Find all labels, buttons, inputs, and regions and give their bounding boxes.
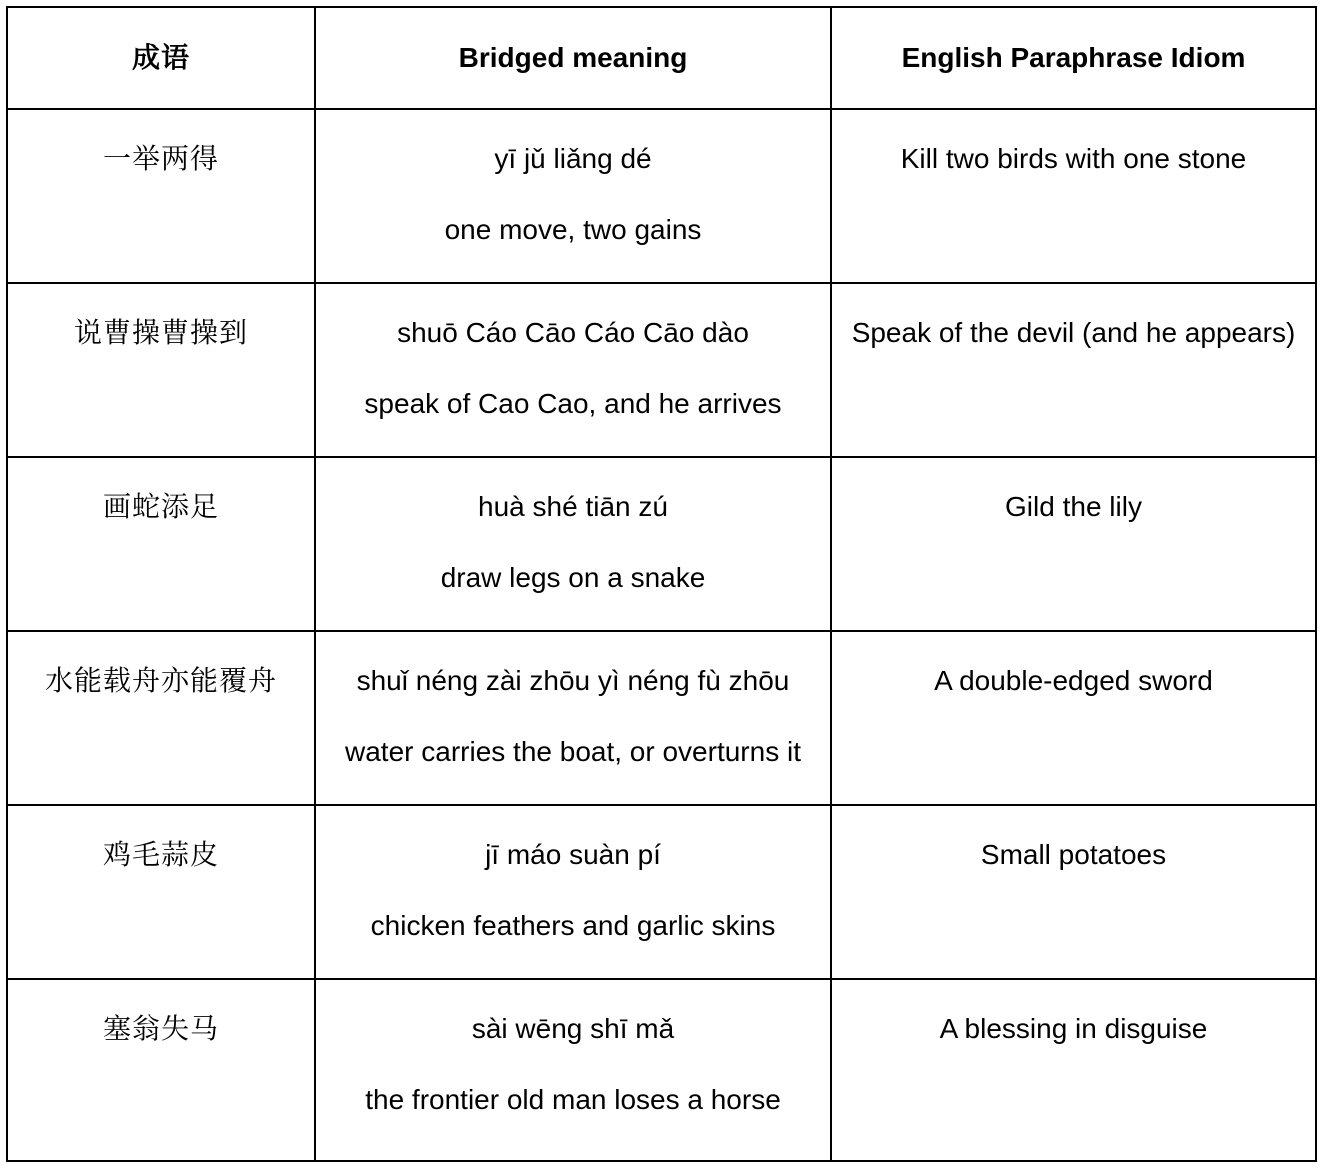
english-text: Kill two birds with one stone (900, 143, 1247, 174)
pinyin-text: huà shé tiān zú (478, 491, 668, 522)
chengyu-cell (7, 631, 315, 805)
english-text: Speak of the devil (and he appears) (851, 317, 1296, 348)
english-cell (831, 283, 1316, 457)
table-row (7, 283, 1316, 457)
meaning-cell (315, 631, 831, 805)
english-cell (831, 457, 1316, 631)
chengyu-cell (7, 979, 315, 1161)
table-body (7, 109, 1316, 1161)
english-text: Gild the lily (1005, 491, 1142, 522)
literal-text: one move, two gains (444, 214, 702, 245)
chengyu-cell (7, 457, 315, 631)
table-row (7, 109, 1316, 283)
meaning-cell (315, 805, 831, 979)
header-english-idiom: English Paraphrase Idiom (831, 7, 1316, 109)
english-cell (831, 805, 1316, 979)
chengyu-text: 塞翁失马 (102, 1012, 219, 1045)
chengyu-text: 水能载舟亦能覆舟 (44, 664, 277, 697)
literal-text: water carries the boat, or overturns it (345, 736, 801, 767)
chengyu-cell (7, 805, 315, 979)
chengyu-text: 鸡毛蒜皮 (102, 838, 219, 871)
literal-text: the frontier old man loses a horse (365, 1084, 781, 1115)
pinyin-text: yī jǔ liǎng dé (494, 143, 652, 174)
table-row (7, 805, 1316, 979)
header-chengyu: 成语 (7, 7, 315, 109)
header-row (7, 7, 1316, 109)
pinyin-text: sài wēng shī mǎ (471, 1013, 675, 1044)
meaning-cell (315, 457, 831, 631)
literal-text: speak of Cao Cao, and he arrives (364, 388, 782, 419)
pinyin-text: shuō Cáo Cāo Cáo Cāo dào (397, 317, 749, 348)
table-row (7, 979, 1316, 1161)
table-header (7, 7, 1316, 109)
literal-text: chicken feathers and garlic skins (370, 910, 776, 941)
english-text: A blessing in disguise (939, 1013, 1208, 1044)
chengyu-text: 一举两得 (102, 142, 219, 175)
pinyin-text: jī máo suàn pí (485, 839, 661, 870)
meaning-cell (315, 283, 831, 457)
english-cell (831, 979, 1316, 1161)
chengyu-cell (7, 109, 315, 283)
pinyin-text: shuǐ néng zài zhōu yì néng fù zhōu (356, 665, 790, 696)
chengyu-text: 画蛇添足 (102, 490, 219, 523)
english-cell (831, 631, 1316, 805)
literal-text: draw legs on a snake (440, 562, 706, 593)
idiom-table (6, 6, 1317, 1162)
header-bridged-meaning: Bridged meaning (315, 7, 831, 109)
meaning-cell (315, 109, 831, 283)
english-text: Small potatoes (980, 839, 1167, 870)
table-row (7, 631, 1316, 805)
table-row (7, 457, 1316, 631)
meaning-cell (315, 979, 831, 1161)
chengyu-text: 说曹操曹操到 (73, 316, 248, 349)
english-cell (831, 109, 1316, 283)
chengyu-cell (7, 283, 315, 457)
english-text: A double-edged sword (934, 665, 1213, 696)
